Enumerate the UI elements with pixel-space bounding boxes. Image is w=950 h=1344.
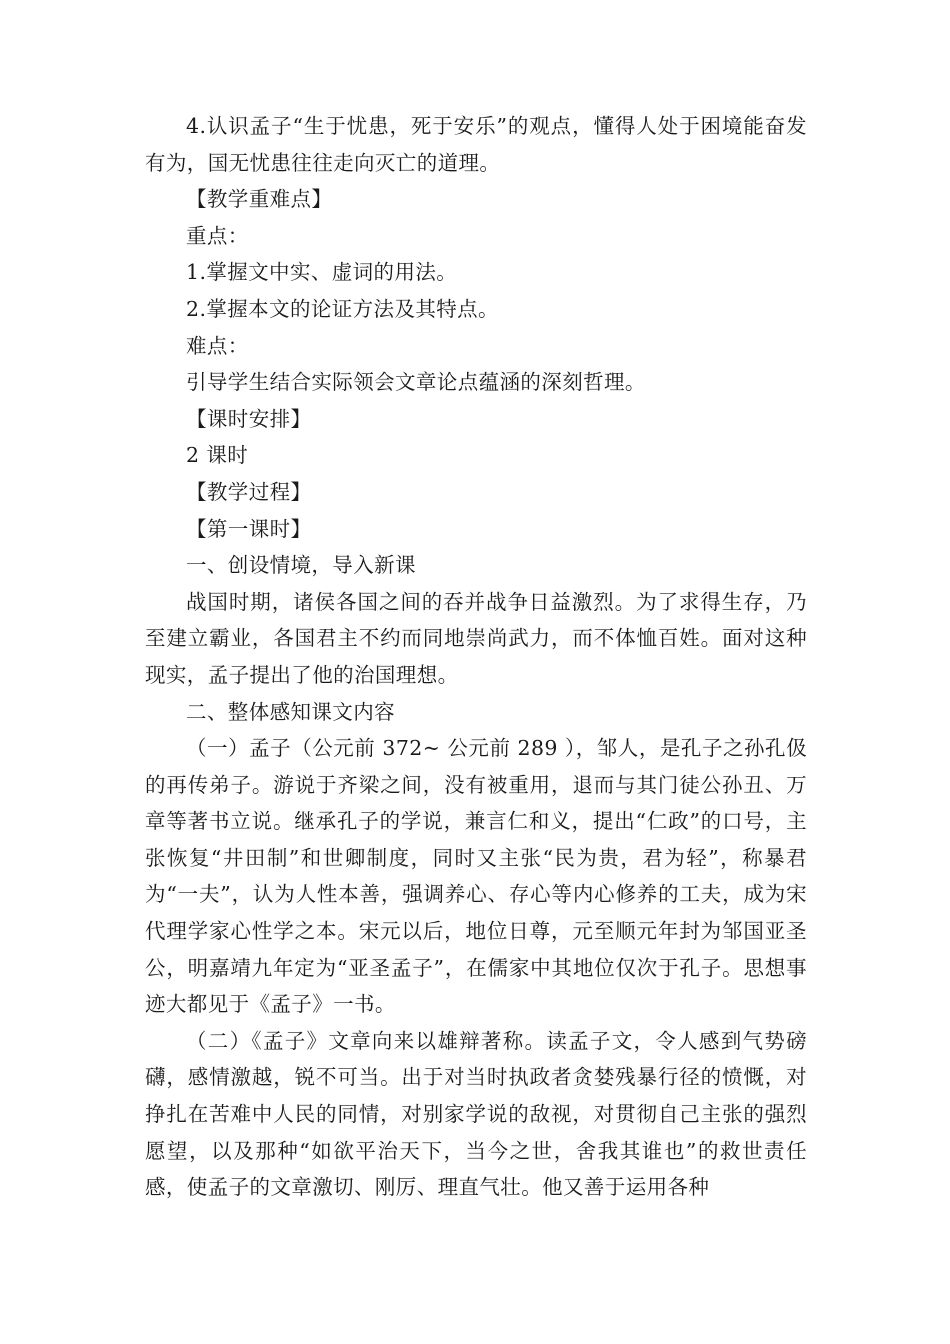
heading-class-schedule: 【课时安排】 — [186, 406, 312, 431]
key-point-2: 2.掌握本文的论证方法及其特点。 — [186, 296, 499, 321]
label-difficult-points: 难点： — [186, 333, 249, 358]
paragraph-intro: 战国时期，诸侯各国之间的吞并战争日益激烈。为了求得生存，乃至建立霸业，各国君主不约而同地崇尚武力，而不体恤百姓。面对这种现实，孟子提出了他的治国理想。 — [145, 589, 807, 687]
heading-teaching-process: 【教学过程】 — [186, 479, 312, 504]
paragraph-objective-4: 4.认识孟子“生于忧患，死于安乐”的观点，懂得人处于困境能奋发有为，国无忧患往往走向灭亡的道理。 — [145, 114, 807, 175]
difficult-point-1: 引导学生结合实际领会文章论点蕴涵的深刻哲理。 — [186, 370, 646, 395]
key-point-1: 1.掌握文中实、虚词的用法。 — [186, 260, 458, 285]
paragraph-mencius-style: （二）《孟子》文章向来以雄辩著称。读孟子文，令人感到气势磅礴，感情激越，锐不可当。出于对当时执政者贪婪残暴行径的愤慨，对挣扎在苦难中人民的同情，对别家学说的敌视，对贯彻自己主张的强烈愿望，以及那种“如欲平治天下，当今之世，舍我其谁也”的救世责任感，使孟子的文章激切、刚厉、理直气壮。他又善于运用各种 — [145, 1028, 807, 1200]
label-key-points: 重点： — [186, 223, 249, 248]
heading-key-difficult-points: 【教学重难点】 — [186, 187, 333, 212]
section-title-2: 二、整体感知课文内容 — [186, 699, 395, 724]
paragraph-mencius-bio: （一）孟子（公元前 372~ 公元前 289 ），邹人，是孔子之孙孔伋的再传弟子。游说于齐梁之间，没有被重用，退而与其门徒公孙丑、万章等著书立说。继承孔子的学说，兼言仁和义，提出“仁政”的口号，主张恢复“井田制”和世卿制度，同时又主张“民为贵，君为轻”，称暴君为“一夫”，认为人性本善，强调养心、存心等内心修养的工夫，成为宋代理学家心性学之本。宋元以后，地位日尊，元至顺元年封为邹国亚圣公，明嘉靖九年定为“亚圣孟子”，在儒家中其地位仅次于孔子。思想事迹大都见于《孟子》一书。 — [145, 736, 807, 1017]
class-hours: 2 课时 — [186, 443, 249, 468]
heading-first-lesson: 【第一课时】 — [186, 516, 312, 541]
section-title-1: 一、创设情境，导入新课 — [186, 553, 416, 578]
document-page — [145, 108, 807, 1206]
